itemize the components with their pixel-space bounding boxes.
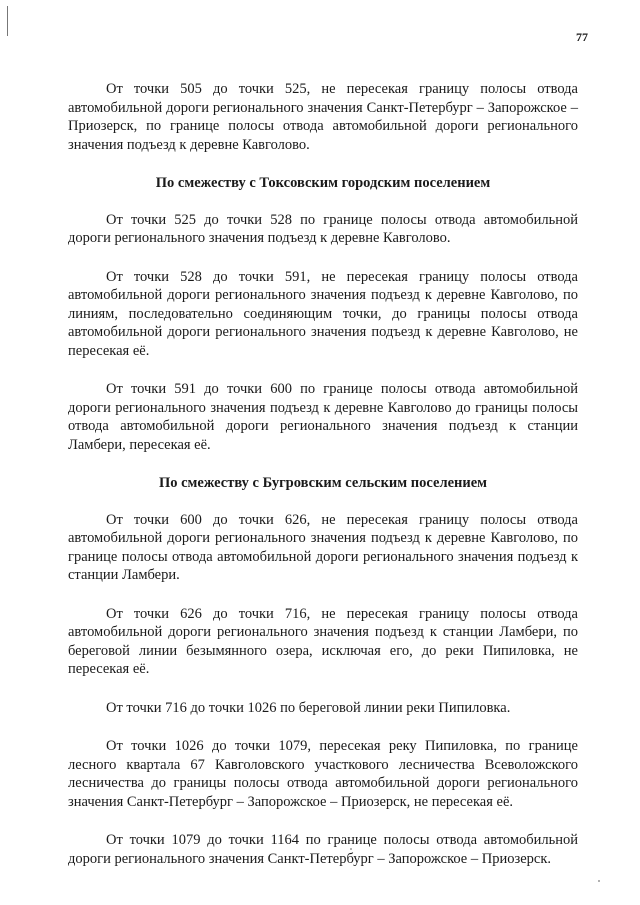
paragraph-1026-1079: От точки 1026 до точки 1079, пересекая реку Пипиловка, по границе лесного квартала 67 Кавголовского участкового лесничества Всеволожского лесничества до границы полосы отвода автомобильной дороги регионального значения Санкт-Петербург – Запорожское – Приозерск, не пересекая её. xyxy=(68,738,578,810)
paragraph-626-716: От точки 626 до точки 716, не пересекая границу полосы отвода автомобильной дороги регионального значения подъезд к станции Ламбери, по береговой линии безымянного озера, исключая его, до реки Пипиловка, не пересекая её. xyxy=(68,605,578,677)
scan-speck xyxy=(350,848,352,850)
paragraph-1079-1164: От точки 1079 до точки 1164 по границе полосы отвода автомобильной дороги регионального значения Санкт-Петербург – Запорожское – Приозерск. xyxy=(68,832,578,867)
paragraph-528-591: От точки 528 до точки 591, не пересекая границу полосы отвода автомобильной дороги регионального значения подъезд к деревне Кавголово, по линиям, последовательно соединяющим точки, до границы полосы отвода автомобильной дороги регионального значения подъезд к деревне Кавголово, не пересекая её. xyxy=(68,268,578,359)
document-body xyxy=(68,80,578,888)
paragraph-600-626: От точки 600 до точки 626, не пересекая границу полосы отвода автомобильной дороги регионального значения подъезд к деревне Кавголово, по границе полосы отвода автомобильной дороги регионального значения подъезд к станции Ламбери. xyxy=(68,511,578,583)
section-heading-toksovo: По смежеству с Токсовским городским поселением xyxy=(155,175,491,191)
paragraph-591-600: От точки 591 до точки 600 по границе полосы отвода автомобильной дороги регионального значения подъезд к деревне Кавголово до границы полосы отвода автомобильной дороги регионального значения подъезд к станции Ламбери, пересекая её. xyxy=(68,381,578,453)
paragraph-525-528: От точки 525 до точки 528 по границе полосы отвода автомобильной дороги регионального значения подъезд к деревне Кавголово. xyxy=(68,211,578,246)
scan-speck xyxy=(598,880,600,882)
scan-edge-mark xyxy=(7,6,8,36)
section-heading-bugry: По смежеству с Бугровским сельским поселением xyxy=(158,475,488,491)
paragraph-505-525: От точки 505 до точки 525, не пересекая границу полосы отвода автомобильной дороги регионального значения Санкт-Петербург – Запорожское – Приозерск, по границе полосы отвода автомобильной дороги регионального значения подъезд к деревне Кавголово. xyxy=(68,81,578,153)
paragraph-716-1026: От точки 716 до точки 1026 по береговой линии реки Пипиловка. xyxy=(106,699,511,716)
page-number: 77 xyxy=(576,30,588,44)
